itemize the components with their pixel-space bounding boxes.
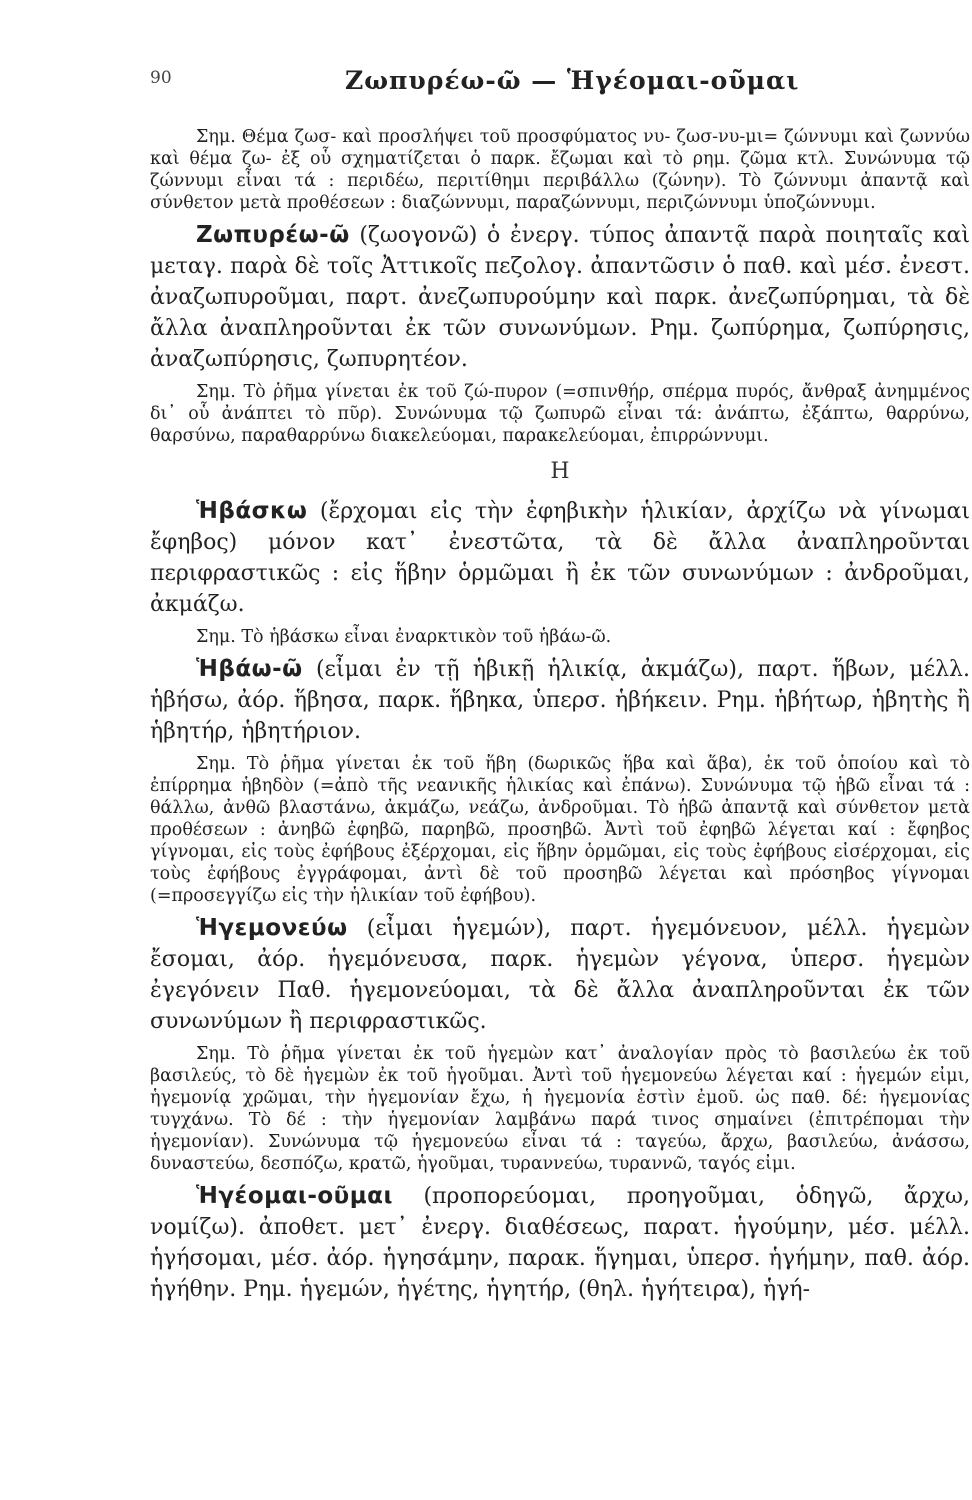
- note-text: Σημ. Τὸ ῥῆμα γίνεται ἐκ τοῦ ζώ-πυρον (=σπινθήρ, σπέρμα πυρός, ἄνθραξ ἀνημμένος δι᾽ οὗ ἀνάπτει τὸ πῦρ). Συνώνυμα τῷ ζωπυρῶ εἶναι τά: ἀνάπτω, ἐξάπτω, θαρρύνω, θαρσύνω, παραθαρρύνω διακελεύομαι, παρακελεύομαι, ἐπιρρώννυμι.: [150, 382, 970, 446]
- entry-text: (εἶμαι ἐν τῇ ἡβικῇ ἡλικίᾳ, ἀκμάζω), παρτ. ἥβων, μέλλ. ἡβήσω, ἀόρ. ἥβησα, παρκ. ἥβηκα, ὑπερσ. ἡβήκειν. Ρημ. ἡβήτωρ, ἡβητὴς ἢ ἡβητήρ, ἡβητήριον.: [150, 657, 970, 744]
- entry-zopyreo: [150, 220, 970, 375]
- note-text: Σημ. Τὸ ἡβάσκω εἶναι ἐναρκτικὸν τοῦ ἡβάω-ῶ.: [196, 627, 612, 647]
- note-hebasko: [150, 626, 970, 648]
- note-hegemoneuo: [150, 1043, 970, 1175]
- entry-headword: Ἡβάω-ῶ: [196, 656, 303, 682]
- entry-hegeomai: [150, 1181, 970, 1305]
- entry-text: (ζωογονῶ) ὁ ἐνεργ. τύπος ἀπαντᾷ παρὰ ποιηταῖς καὶ μεταγ. παρὰ δὲ τοῖς Ἀττικοῖς πεζολογ. ἀπαντῶσιν ὁ παθ. καὶ μέσ. ἐνεστ. ἀναζωπυροῦμαι, παρτ. ἀνεζωπυρούμην καὶ παρκ. ἀνεζωπύρημαι, τὰ δὲ ἄλλα ἀναπληροῦνται ἐκ τῶν συνωνύμων. Ρημ. ζωπύρημα, ζωπύρησις, ἀναζωπύρησις, ζωπυρητέον.: [150, 223, 970, 372]
- entry-headword: Ζωπυρέω-ῶ: [196, 222, 350, 248]
- entry-text: (προπορεύομαι, προηγοῦμαι, ὁδηγῶ, ἄρχω, νομίζω). ἀποθετ. μετ᾽ ἐνεργ. διαθέσεως, παρατ. ἡγούμην, μέσ. μέλλ. ἡγήσομαι, μέσ. ἀόρ. ἡγησάμην, παρακ. ἥγημαι, ὑπερσ. ἡγήμην, παθ. ἀόρ. ἡγήθην. Ρημ. ἡγεμών, ἡγέτης, ἡγητήρ, (θηλ. ἡγήτειρα), ἡγή-: [150, 1184, 970, 1302]
- entry-text: (ἔρχομαι εἰς τὴν ἐφηβικὴν ἡλικίαν, ἀρχίζω νὰ γίνωμαι ἔφηβος) μόνον κατ᾽ ἐνεστῶτα, τὰ δὲ ἄλλα ἀναπληροῦνται περιφραστικῶς : εἰς ἥβην ὁρμῶμαι ἢ ἐκ τῶν συνωνύμων : ἀνδροῦμαι, ἀκμάζω.: [150, 499, 970, 617]
- note-text: Σημ. Τὸ ῥῆμα γίνεται ἐκ τοῦ ἥβη (δωρικῶς ἥβα καὶ ἅβα), ἐκ τοῦ ὁποίου καὶ τὸ ἐπίρρημα ἡβηδὸν (=ἀπὸ τῆς νεανικῆς ἡλικίας καὶ ἐπάνω). Συνώνυμα τῷ ἡβῶ εἶναι τά : θάλλω, ἀνθῶ βλαστάνω, ἀκμάζω, νεάζω, ἀνδροῦμαι. Τὸ ἡβῶ ἀπαντᾷ καὶ σύνθετον μετὰ προθέσεων : ἀνηβῶ ἐφηβῶ, παρηβῶ, προσηβῶ. Ἀντὶ τοῦ ἐφηβῶ λέγεται καί : ἔφηβος γίγνομαι, εἰς τοὺς ἐφήβους ἐξέρχομαι, εἰς ἥβην ὁρμῶμαι, εἰς τοὺς ἐφήβους εἰσέρχομαι, εἰς τοὺς ἐφήβους ἐγγράφομαι, ἀντὶ δὲ τοῦ προσηβῶ λέγεται καὶ πρόσηβος γίγνομαι (=προσεγγίζω εἰς τὴν ἡλικίαν τοῦ ἐφήβου).: [150, 754, 970, 906]
- entry-hebao: [150, 654, 970, 747]
- note-zosnymi: [150, 126, 970, 214]
- note-text: Σημ. Τὸ ῥῆμα γίνεται ἐκ τοῦ ἡγεμὼν κατ᾽ ἀναλογίαν πρὸς τὸ βασιλεύω ἐκ τοῦ βασιλεύς, τὸ δὲ ἡγεμὼν ἐκ τοῦ ἡγοῦμαι. Ἀντὶ τοῦ ἡγεμονεύω λέγεται καί : ἡγεμών εἰμι, ἡγεμονίᾳ χρῶμαι, τὴν ἡγεμονίαν ἔχω, ἡ ἡγεμονία ἐστὶν ἐμοῦ. ὡς παθ. δέ: ἡγεμονίας τυγχάνω. Τὸ δέ : τὴν ἡγεμονίαν λαμβάνω παρά τινος σημαίνει (ἐπιτρέπομαι τὴν ἡγεμονίαν). Συνώνυμα τῷ ἡγεμονεύω εἶναι τά : ταγεύω, ἄρχω, βασιλεύω, ἀνάσσω, δυναστεύω, δεσπόζω, κρατῶ, ἡγοῦμαι, τυραννεύω, τυραννῶ, ταγός εἰμι.: [150, 1044, 970, 1174]
- note-hebao: [150, 753, 970, 907]
- note-text: Σημ. Θέμα ζωσ- καὶ προσλήψει τοῦ προσφύματος νυ- ζωσ-νυ-μι= ζώννυμι καὶ ζωννύω καὶ θέμα ζω- ἐξ οὗ σχηματίζεται ὁ παρκ. ἔζωμαι καὶ τὸ ρημ. ζῶμα κτλ. Συνώνυμα τῷ ζώννυμι εἶναι τά : περιδέω, περιτίθημι περιβάλλω (ζώνην). Τὸ ζώννυμι ἀπαντᾷ καὶ σύνθετον μετὰ προθέσεων : διαζώννυμι, παραζώννυμι, περιζώννυμι ὑποζώννυμι.: [150, 127, 970, 213]
- dictionary-content: [150, 126, 970, 1305]
- running-head: Ζωπυρέω-ῶ — Ἡγέομαι-οῦμαι: [345, 66, 800, 95]
- entry-headword: Ἡγεμονεύω: [196, 915, 348, 941]
- entry-hegemoneuo: [150, 913, 970, 1037]
- entry-text: (εἶμαι ἡγεμών), παρτ. ἡγεμόνευον, μέλλ. ἡγεμὼν ἔσομαι, ἀόρ. ἡγεμόνευσα, παρκ. ἡγεμὼν γέγονα, ὑπερσ. ἡγεμὼν ἐγεγόνειν Παθ. ἡγεμονεύομαι, τὰ δὲ ἄλλα ἀναπληροῦνται ἐκ τῶν συνωνύμων ἢ περιφραστικῶς.: [150, 916, 970, 1034]
- entry-hebasko: [150, 496, 970, 620]
- note-zopyreo: [150, 381, 970, 447]
- entry-headword: Ἡγέομαι-οῦμαι: [196, 1183, 393, 1209]
- page-number: 90: [150, 68, 172, 88]
- page-header: [150, 66, 970, 98]
- entry-headword: Ἡβάσκω: [196, 498, 308, 524]
- section-letter-eta: Η: [550, 459, 570, 484]
